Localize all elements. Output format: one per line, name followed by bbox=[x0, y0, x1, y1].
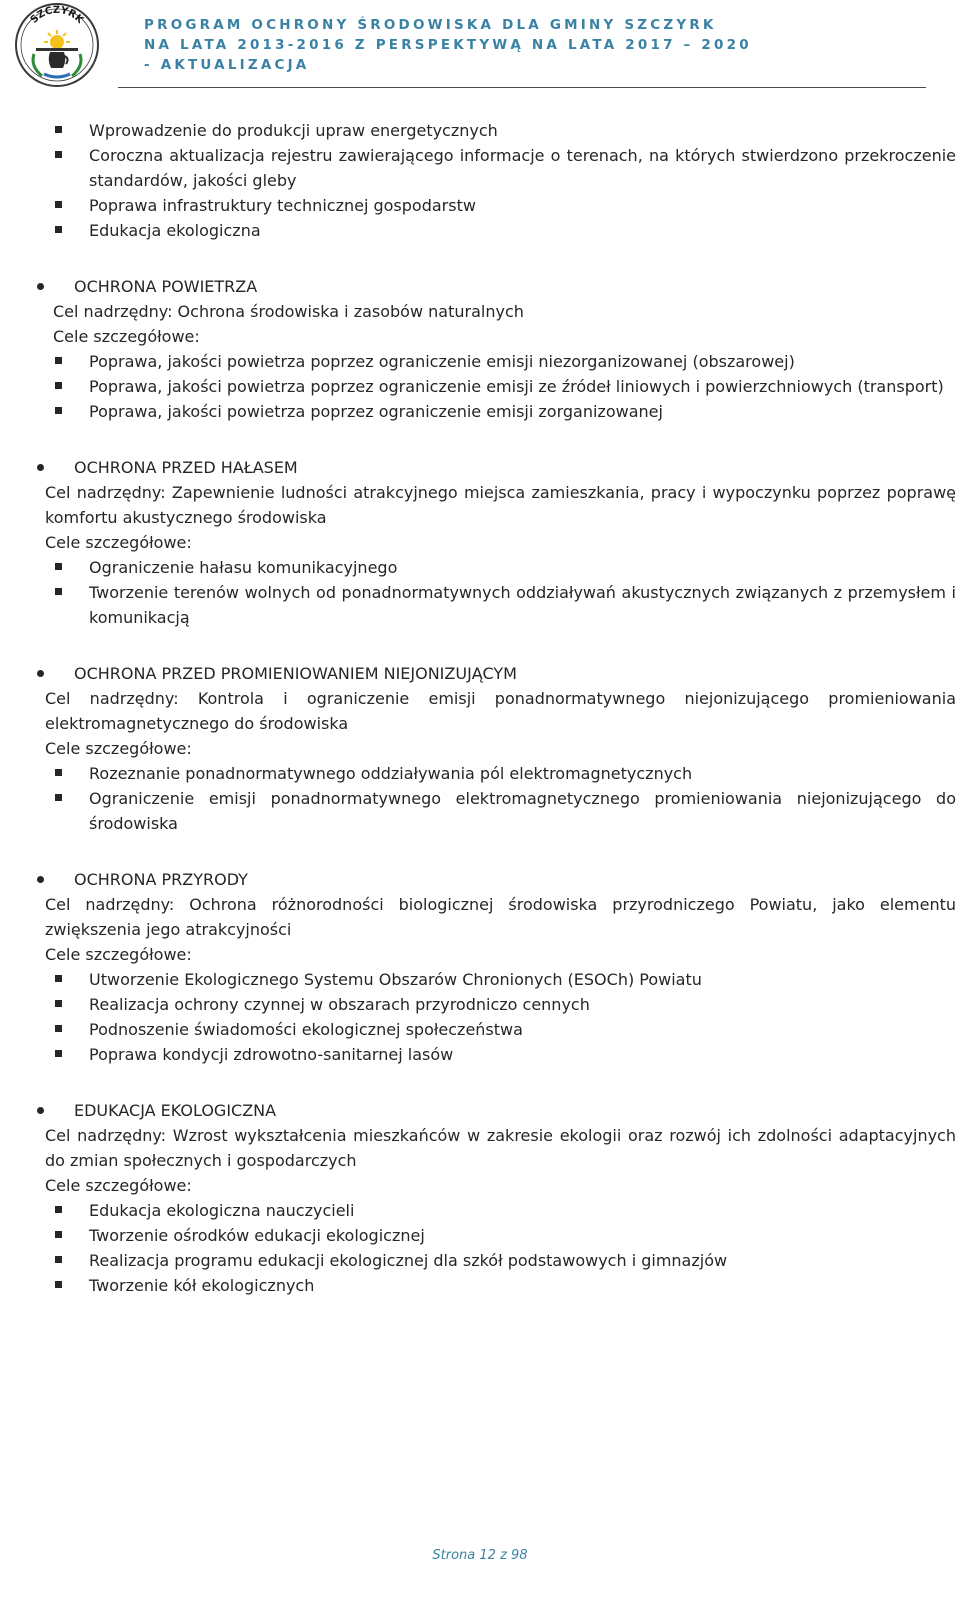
section-goal: Cel nadrzędny: Wzrost wykształcenia mieszkańców w zakresie ekologii oraz rozwój ich zdolności adaptacyjnych do zmian społecznych i gospodarczych bbox=[45, 1126, 956, 1170]
list-item: Rozeznanie ponadnormatywnego oddziaływania pól elektromagnetycznych bbox=[0, 761, 960, 786]
list-item: Ograniczenie hałasu komunikacyjnego bbox=[0, 555, 960, 580]
title-line: - AKTUALIZACJA bbox=[144, 57, 310, 73]
square-bullet-icon bbox=[55, 126, 62, 133]
square-bullet-icon bbox=[55, 407, 62, 414]
list-item: Edukacja ekologiczna bbox=[0, 218, 960, 243]
list-item: Poprawa kondycji zdrowotno-sanitarnej lasów bbox=[0, 1042, 960, 1067]
square-bullet-icon bbox=[55, 1231, 62, 1238]
list-item: Poprawa, jakości powietrza poprzez ograniczenie emisji zorganizowanej bbox=[0, 399, 960, 424]
list-item: Poprawa, jakości powietrza poprzez ograniczenie emisji ze źródeł liniowych i powierzchniowych (transport) bbox=[0, 374, 960, 399]
svg-text:SZCZYRK: SZCZYRK bbox=[28, 4, 86, 26]
szczyrk-logo bbox=[14, 2, 100, 88]
section-ochrona-przed-halasem bbox=[0, 455, 960, 630]
square-bullet-icon bbox=[55, 1025, 62, 1032]
intro-list bbox=[0, 118, 960, 243]
section-goal: Cel nadrzędny: Ochrona środowiska i zasobów naturalnych bbox=[53, 302, 524, 321]
square-bullet-icon bbox=[55, 769, 62, 776]
square-bullet-icon bbox=[55, 563, 62, 570]
round-bullet-icon bbox=[37, 670, 44, 677]
section-goal: Cel nadrzędny: Zapewnienie ludności atrakcyjnego miejsca zamieszkania, pracy i wypoczynku poprzez poprawę komfortu akustycznego środowiska bbox=[45, 483, 956, 527]
section-heading: OCHRONA PRZED HAŁASEM bbox=[0, 455, 960, 480]
square-bullet-icon bbox=[55, 382, 62, 389]
list-item: Coroczna aktualizacja rejestru zawierającego informacje o terenach, na których stwierdzono przekroczenie standardów, jakości gleby bbox=[0, 143, 960, 193]
document-body bbox=[0, 118, 960, 1298]
square-bullet-icon bbox=[55, 1256, 62, 1263]
title-line: PROGRAM OCHRONY ŚRODOWISKA DLA GMINY SZCZYRK bbox=[144, 17, 717, 33]
section-ochrona-przyrody bbox=[0, 867, 960, 1067]
list-item: Utworzenie Ekologicznego Systemu Obszarów Chronionych (ESOCh) Powiatu bbox=[0, 967, 960, 992]
page-header bbox=[0, 0, 960, 92]
section-heading: OCHRONA PRZED PROMIENIOWANIEM NIEJONIZUJĄCYM bbox=[0, 661, 960, 686]
header-divider bbox=[118, 87, 926, 88]
list-item: Edukacja ekologiczna nauczycieli bbox=[0, 1198, 960, 1223]
round-bullet-icon bbox=[37, 876, 44, 883]
round-bullet-icon bbox=[37, 283, 44, 290]
section-details-label: Cele szczegółowe: bbox=[53, 327, 200, 346]
square-bullet-icon bbox=[55, 588, 62, 595]
round-bullet-icon bbox=[37, 464, 44, 471]
square-bullet-icon bbox=[55, 201, 62, 208]
section-details-label: Cele szczegółowe: bbox=[45, 739, 192, 758]
list-item: Poprawa, jakości powietrza poprzez ograniczenie emisji niezorganizowanej (obszarowej) bbox=[0, 349, 960, 374]
square-bullet-icon bbox=[55, 1050, 62, 1057]
list-item: Podnoszenie świadomości ekologicznej społeczeństwa bbox=[0, 1017, 960, 1042]
page-number: Strona 12 z 98 bbox=[432, 1548, 528, 1563]
list-item: Wprowadzenie do produkcji upraw energetycznych bbox=[0, 118, 960, 143]
document-title bbox=[144, 15, 752, 75]
list-item: Tworzenie kół ekologicznych bbox=[0, 1273, 960, 1298]
section-goal: Cel nadrzędny: Kontrola i ograniczenie emisji ponadnormatywnego niejonizującego promieniowania elektromagnetycznego do środowiska bbox=[45, 689, 956, 733]
list-item: Realizacja programu edukacji ekologicznej dla szkół podstawowych i gimnazjów bbox=[0, 1248, 960, 1273]
section-details-label: Cele szczegółowe: bbox=[45, 945, 192, 964]
square-bullet-icon bbox=[55, 357, 62, 364]
title-line: NA LATA 2013-2016 Z PERSPEKTYWĄ NA LATA 2017 – 2020 bbox=[144, 37, 752, 53]
square-bullet-icon bbox=[55, 794, 62, 801]
section-ochrona-powietrza bbox=[0, 274, 960, 424]
square-bullet-icon bbox=[55, 1000, 62, 1007]
section-heading: OCHRONA PRZYRODY bbox=[0, 867, 960, 892]
section-heading: EDUKACJA EKOLOGICZNA bbox=[0, 1098, 960, 1123]
section-details-label: Cele szczegółowe: bbox=[45, 533, 192, 552]
list-item: Realizacja ochrony czynnej w obszarach przyrodniczo cennych bbox=[0, 992, 960, 1017]
list-item: Ograniczenie emisji ponadnormatywnego elektromagnetycznego promieniowania niejonizującego do środowiska bbox=[0, 786, 960, 836]
square-bullet-icon bbox=[55, 226, 62, 233]
square-bullet-icon bbox=[55, 1206, 62, 1213]
list-item: Tworzenie ośrodków edukacji ekologicznej bbox=[0, 1223, 960, 1248]
square-bullet-icon bbox=[55, 1281, 62, 1288]
section-details-label: Cele szczegółowe: bbox=[45, 1176, 192, 1195]
list-item: Tworzenie terenów wolnych od ponadnormatywnych oddziaływań akustycznych związanych z przemysłem i komunikacją bbox=[0, 580, 960, 630]
round-bullet-icon bbox=[37, 1107, 44, 1114]
list-item: Poprawa infrastruktury technicznej gospodarstw bbox=[0, 193, 960, 218]
section-ochrona-przed-promieniowaniem bbox=[0, 661, 960, 836]
square-bullet-icon bbox=[55, 975, 62, 982]
section-edukacja-ekologiczna bbox=[0, 1098, 960, 1298]
section-heading: OCHRONA POWIETRZA bbox=[0, 274, 960, 299]
section-goal: Cel nadrzędny: Ochrona różnorodności biologicznej środowiska przyrodniczego Powiatu, jako elementu zwiększenia jego atrakcyjności bbox=[45, 895, 956, 939]
square-bullet-icon bbox=[55, 151, 62, 158]
